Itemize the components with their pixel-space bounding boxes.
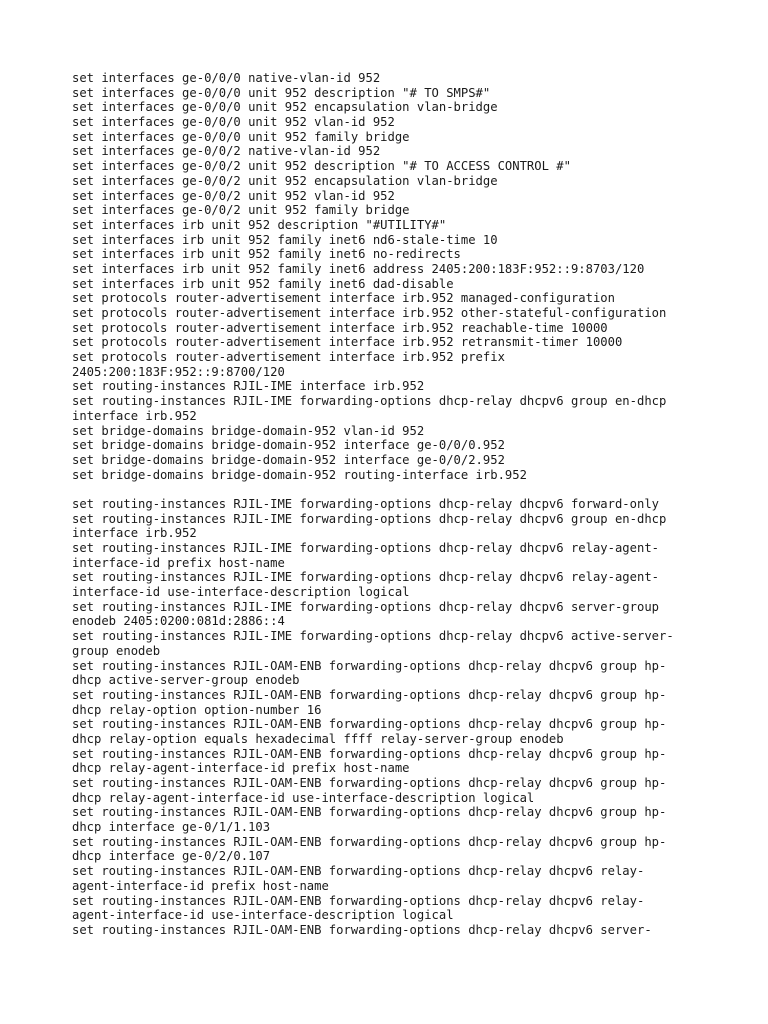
config-line: set protocols router-advertisement interface irb.952 retransmit-timer 10000 — [72, 335, 623, 350]
config-line: set routing-instances RJIL-IME interface irb.952 — [72, 379, 425, 394]
config-line: set protocols router-advertisement interface irb.952 prefix — [72, 350, 505, 365]
config-line: set interfaces ge-0/0/2 unit 952 vlan-id 952 — [72, 188, 395, 203]
config-line: set routing-instances RJIL-OAM-ENB forwarding-options dhcp-relay dhcpv6 relay- — [72, 893, 645, 908]
blank-line — [72, 482, 712, 497]
config-line: set bridge-domains bridge-domain-952 vlan-id 952 — [72, 423, 425, 438]
config-line: set bridge-domains bridge-domain-952 routing-interface irb.952 — [72, 467, 527, 482]
config-line: set interfaces ge-0/0/0 native-vlan-id 952 — [72, 71, 381, 85]
config-line: set protocols router-advertisement interface irb.952 other-stateful-configuration — [72, 306, 667, 320]
config-line: set routing-instances RJIL-IME forwarding-options dhcp-relay dhcpv6 group en-dhcp — [72, 511, 667, 526]
config-line: set interfaces ge-0/0/0 unit 952 vlan-id 952 — [72, 115, 395, 130]
config-line: set routing-instances RJIL-IME forwarding-options dhcp-relay dhcpv6 group en-dhcp — [72, 394, 667, 409]
config-line: dhcp active-server-group enodeb — [72, 673, 300, 688]
config-line: dhcp interface ge-0/1/1.103 — [72, 820, 271, 835]
config-line: set routing-instances RJIL-OAM-ENB forwarding-options dhcp-relay dhcpv6 group hp- — [72, 717, 667, 732]
config-line: set routing-instances RJIL-OAM-ENB forwarding-options dhcp-relay dhcpv6 group hp- — [72, 834, 667, 849]
config-line: set routing-instances RJIL-OAM-ENB forwarding-options dhcp-relay dhcpv6 group hp- — [72, 776, 667, 790]
config-line: set protocols router-advertisement interface irb.952 managed-configuration — [72, 291, 615, 306]
config-line: set interfaces ge-0/0/0 unit 952 family bridge — [72, 129, 410, 144]
config-line: dhcp interface ge-0/2/0.107 — [72, 849, 271, 864]
config-line: set interfaces irb unit 952 description "#UTILITY#" — [72, 217, 447, 232]
config-listing — [72, 71, 712, 938]
config-line: set interfaces ge-0/0/2 native-vlan-id 952 — [72, 144, 381, 159]
config-line: agent-interface-id prefix host-name — [72, 878, 329, 893]
config-line: set routing-instances RJIL-OAM-ENB forwarding-options dhcp-relay dhcpv6 server- — [72, 922, 652, 937]
config-line: enodeb 2405:0200:081d:2886::4 — [72, 614, 285, 629]
config-line: set interfaces ge-0/0/2 unit 952 family bridge — [72, 203, 410, 218]
config-line: set interfaces ge-0/0/2 unit 952 description "# TO ACCESS CONTROL #" — [72, 159, 571, 174]
config-line: set routing-instances RJIL-OAM-ENB forwarding-options dhcp-relay dhcpv6 group hp- — [72, 746, 667, 761]
config-line: interface irb.952 — [72, 526, 197, 541]
config-line: set routing-instances RJIL-OAM-ENB forwarding-options dhcp-relay dhcpv6 group hp- — [72, 658, 667, 673]
config-line: dhcp relay-agent-interface-id use-interface-description logical — [72, 790, 535, 805]
config-line: set routing-instances RJIL-IME forwarding-options dhcp-relay dhcpv6 active-server- — [72, 629, 674, 644]
config-line: 2405:200:183F:952::9:8700/120 — [72, 364, 285, 379]
config-line: set interfaces irb unit 952 family inet6 no-redirects — [72, 247, 461, 262]
config-line: dhcp relay-option option-number 16 — [72, 702, 322, 717]
config-line: agent-interface-id use-interface-description logical — [72, 908, 454, 923]
config-line: interface irb.952 — [72, 408, 197, 423]
config-line: set interfaces irb unit 952 family inet6 nd6-stale-time 10 — [72, 232, 498, 247]
config-line: set routing-instances RJIL-IME forwarding-options dhcp-relay dhcpv6 relay-agent- — [72, 570, 659, 585]
config-line: group enodeb — [72, 643, 161, 658]
config-line: set protocols router-advertisement interface irb.952 reachable-time 10000 — [72, 320, 608, 335]
config-line: set interfaces irb unit 952 family inet6 dad-disable — [72, 276, 454, 291]
config-line: set routing-instances RJIL-OAM-ENB forwarding-options dhcp-relay dhcpv6 relay- — [72, 864, 645, 879]
config-line: set interfaces ge-0/0/2 unit 952 encapsulation vlan-bridge — [72, 173, 498, 188]
config-line: set bridge-domains bridge-domain-952 interface ge-0/0/2.952 — [72, 452, 505, 467]
config-line: set routing-instances RJIL-IME forwarding-options dhcp-relay dhcpv6 forward-only — [72, 496, 659, 511]
config-line: set routing-instances RJIL-IME forwarding-options dhcp-relay dhcpv6 server-group — [72, 599, 659, 614]
config-line: interface-id use-interface-description logical — [72, 585, 410, 600]
config-line: set interfaces irb unit 952 family inet6 address 2405:200:183F:952::9:8703/120 — [72, 261, 645, 276]
config-line: set interfaces ge-0/0/0 unit 952 encapsulation vlan-bridge — [72, 100, 498, 115]
config-line: set routing-instances RJIL-OAM-ENB forwarding-options dhcp-relay dhcpv6 group hp- — [72, 687, 667, 702]
config-line: set interfaces ge-0/0/0 unit 952 description "# TO SMPS#" — [72, 85, 491, 100]
config-line: set routing-instances RJIL-OAM-ENB forwarding-options dhcp-relay dhcpv6 group hp- — [72, 805, 667, 820]
config-line: dhcp relay-option equals hexadecimal ffff relay-server-group enodeb — [72, 731, 564, 746]
config-line: set routing-instances RJIL-IME forwarding-options dhcp-relay dhcpv6 relay-agent- — [72, 541, 659, 555]
config-line: dhcp relay-agent-interface-id prefix host-name — [72, 761, 410, 776]
config-line: set bridge-domains bridge-domain-952 interface ge-0/0/0.952 — [72, 438, 505, 453]
config-line: interface-id prefix host-name — [72, 555, 285, 570]
